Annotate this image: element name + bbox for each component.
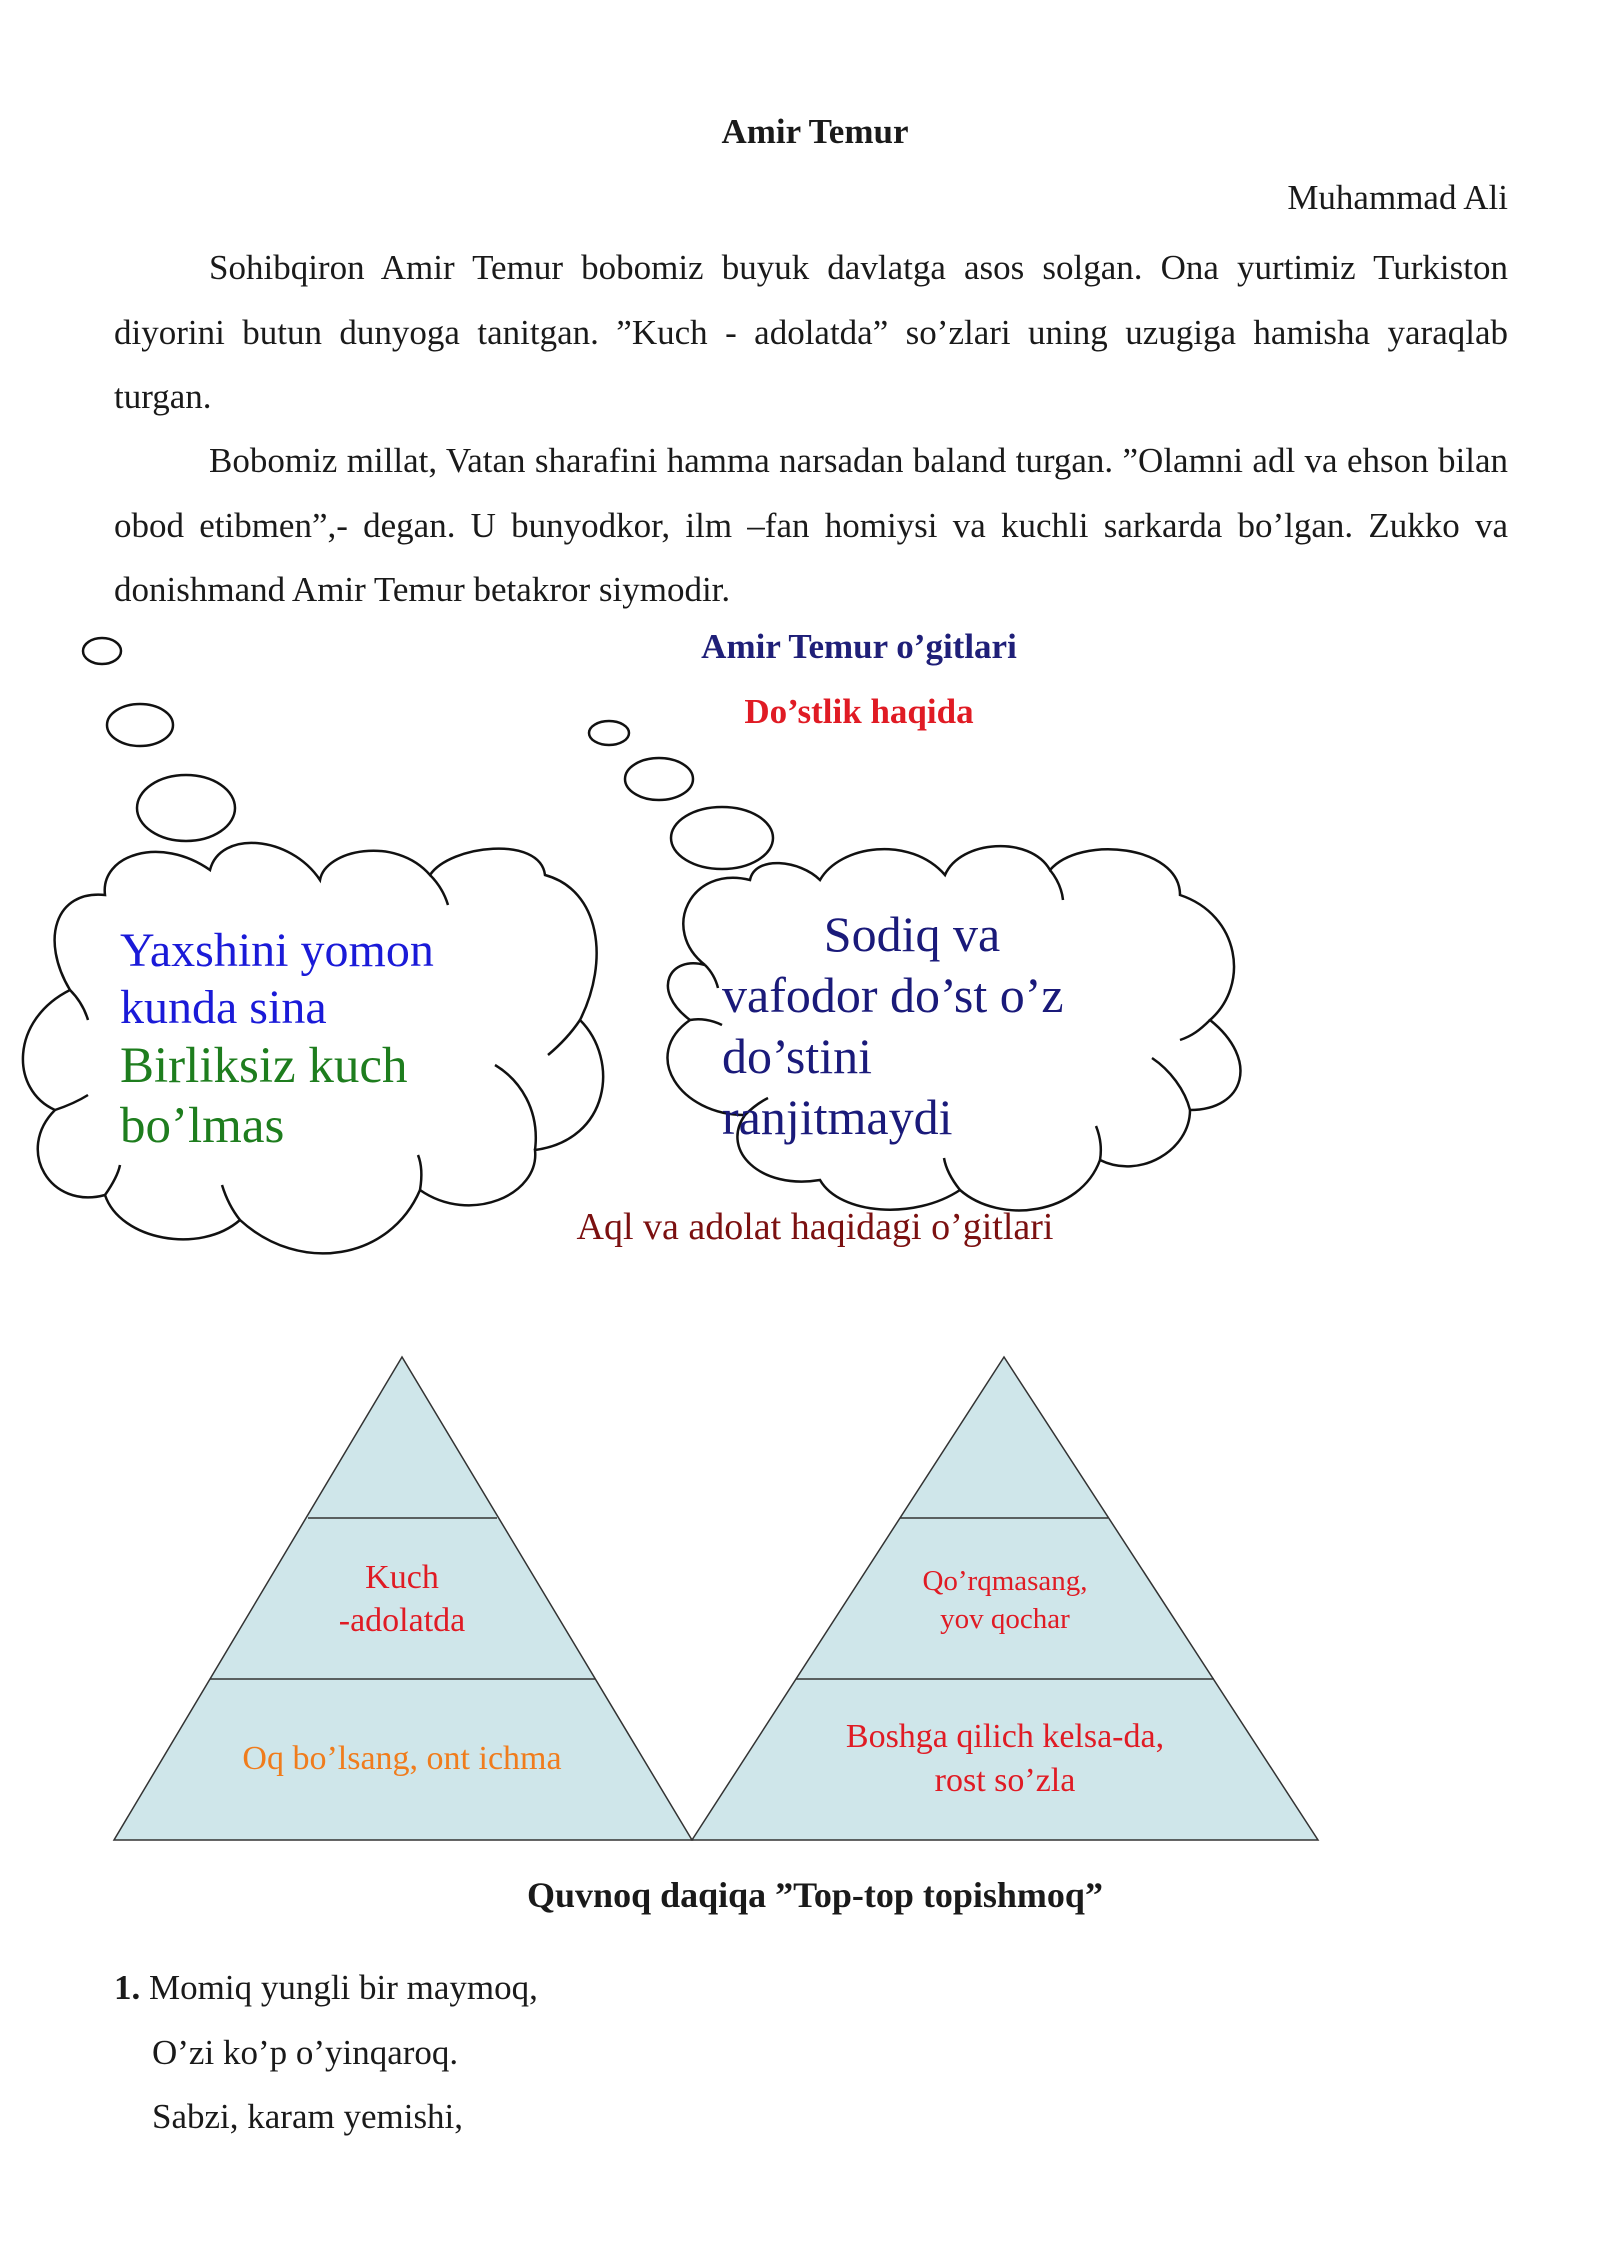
thought-bubble-small: [589, 721, 629, 745]
cloud-right-line-3: do’stini: [722, 1028, 873, 1084]
cloud-left-line-3: Birliksiz kuch: [120, 1038, 408, 1094]
paragraph-1: Sohibqiron Amir Temur bobomiz buyuk davlatga asos solgan. Ona yurtimiz Turkiston diyorini butun dunyoga tanitgan. ”Kuch - adolatda” so’zlari uning uzugiga hamisha yaraqlab turgan.: [114, 248, 1508, 416]
riddle-line-1-text: Momiq yungli bir maymoq,: [149, 1968, 538, 2007]
right-pyramid-middle-line-1: Qo’rqmasang,: [922, 1565, 1088, 1597]
wisdom-heading: Aql va adolat haqidagi o’gitlari: [576, 1206, 1054, 1248]
right-pyramid-middle-text: [855, 1562, 1155, 1638]
cloud-left-saying-2: [120, 1036, 408, 1156]
right-pyramid-middle-line-2: yov qochar: [940, 1603, 1070, 1635]
riddle-line-1: [114, 1956, 538, 2021]
thought-bubble-large: [137, 775, 235, 841]
game-heading: Quvnoq daqiqa ”Top-top topishmoq”: [527, 1875, 1103, 1915]
document-title: Amir Temur: [721, 112, 909, 151]
cloud-left-line-2: kunda sina: [120, 981, 327, 1034]
riddle-1: [114, 1956, 538, 2150]
left-pyramid-middle-line-2: -adolatda: [338, 1602, 466, 1639]
thought-bubble-small: [83, 638, 121, 664]
left-pyramid-bottom-text: Oq bo’lsang, ont ichma: [242, 1740, 562, 1777]
author-name: Muhammad Ali: [1287, 178, 1508, 217]
cloud-right-line-4: ranjitmaydi: [722, 1089, 953, 1145]
cloud-left-saying-1: [120, 922, 434, 1036]
left-pyramid-middle-text: [252, 1556, 552, 1642]
right-pyramid-bottom-line-1: Boshga qilich kelsa-da,: [845, 1718, 1165, 1755]
paragraph-2: Bobomiz millat, Vatan sharafini hamma narsadan baland turgan. ”Olamni adl va ehson bilan obod etibmen”,- degan. U bunyodkor, ilm –fan homiysi va kuchli sarkarda bo’lgan. Zukko va donishmand Amir Temur betakror siymodir.: [114, 441, 1508, 609]
cloud-right-saying: [722, 904, 1102, 1148]
cloud-right-line-2: vafodor do’st o’z: [722, 967, 1064, 1023]
thought-bubble-medium: [107, 704, 173, 746]
left-thought-bubbles: [83, 638, 235, 841]
cloud-left-line-1: Yaxshini yomon: [120, 924, 434, 977]
right-pyramid-bottom-line-2: rost so’zla: [934, 1762, 1076, 1799]
cloud-right-line-1: Sodiq va: [823, 906, 1001, 962]
thought-bubble-medium: [625, 758, 693, 800]
riddle-number: 1.: [114, 1968, 141, 2007]
right-pyramid-bottom-text: [805, 1715, 1205, 1803]
riddle-line-3: Sabzi, karam yemishi,: [152, 2097, 464, 2136]
thought-bubble-large: [671, 807, 773, 869]
friendship-heading: Do’stlik haqida: [744, 692, 974, 731]
right-thought-bubbles: [589, 721, 773, 869]
left-pyramid-middle-line-1: Kuch: [365, 1559, 439, 1596]
sayings-heading: Amir Temur o’gitlari: [701, 627, 1017, 666]
cloud-left-line-4: bo’lmas: [120, 1098, 285, 1154]
riddle-line-2: O’zi ko’p o’yinqaroq.: [152, 2032, 459, 2072]
